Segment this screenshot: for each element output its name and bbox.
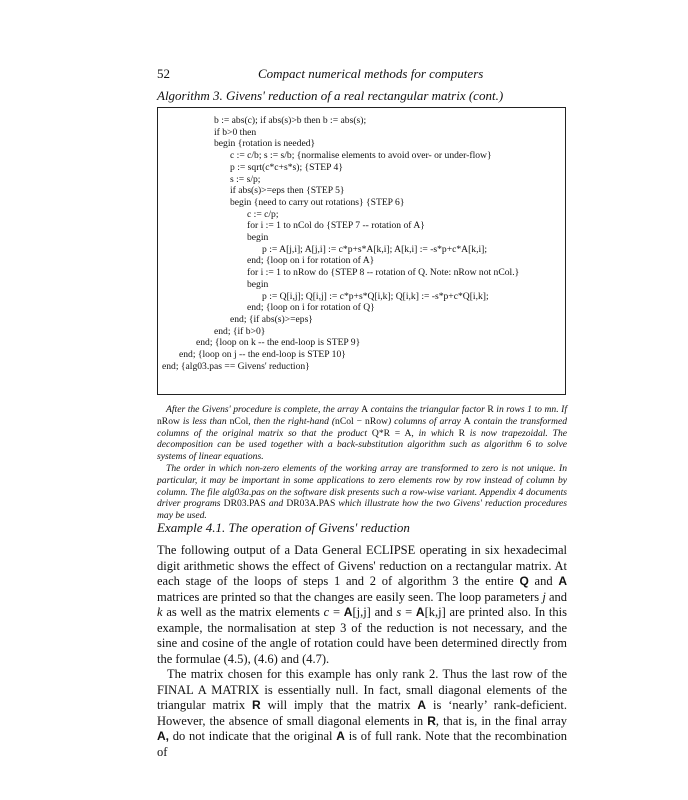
body-text-run: The following output of a Data General ECLIPSE operating in six hexadecimal digit arithmetic shows the effect of Givens' reduction on a rectangular matrix. At each stage of the loops of steps 1 and 2 of algorithm 3 the entire [157,543,567,588]
code-line: end; {loop on i for rotation of Q} [247,302,375,314]
body-text-run: and [528,574,559,588]
body-text-run: matrices are printed so that the changes are easily seen. The loop parameters [157,589,543,604]
note-text: nCol − nRow [335,415,388,427]
note-text: and [265,498,287,510]
note-text: , in which [411,427,459,439]
code-line: end; {if abs(s)>=eps} [230,313,313,325]
example-title: Example 4.1. The operation of Givens' reduction [157,520,410,535]
body-text-run: is of full rank. Note that the recombination of [157,729,567,759]
algorithm-code-box [157,107,566,395]
algorithm-notes [157,404,567,522]
code-line: if abs(s)>=eps then {STEP 5} [230,185,345,197]
note-text: in rows 1 to mn. If [493,404,568,415]
body-text-run: s [396,605,402,619]
body-paragraph [157,667,567,760]
note-text: After the Givens' procedure is complete, the array [166,404,362,415]
code-line: begin [247,278,269,290]
page-number: 52 [157,66,170,81]
body-text-run: k [157,605,163,619]
body-text-run: do not indicate that the original [169,729,337,743]
code-line: for i := 1 to nCol do {STEP 7 -- rotation of A} [247,220,425,232]
code-line: end; {loop on k -- the end-loop is STEP 9} [196,337,361,349]
code-line: p := Q[i,j]; Q[i,j] := c*p+s*Q[i,k]; Q[i,k] := -s*p+c*Q[i,k]; [262,290,489,302]
body-text-run: will imply that the matrix [260,698,418,712]
note-text: nRow [157,415,180,427]
body-text-run: [j,j] and [352,605,397,619]
body-text-run: The matrix chosen for this example has only rank 2. Thus the last row of the FINAL A MATRIX is essentially null. In fact, small diagonal elements of the triangular matrix [157,667,567,712]
note-text: DR03A.PAS [286,498,336,510]
code-line: for i := 1 to nRow do {STEP 8 -- rotation of Q. Note: nRow not nCol.} [247,267,520,279]
code-line: end; {loop on j -- the end-loop is STEP 10} [179,349,346,360]
body-text-run: is ‘nearly’ rank-deficient. However, the absence of small diagonal elements in [157,698,567,728]
code-line: b := abs(c); if abs(s)>b then b := abs(s); [214,115,367,126]
code-line: begin [247,232,269,243]
body-text-run: A [558,574,567,588]
algorithm-title: Algorithm 3. Givens' reduction of a real rectangular matrix (cont.) [157,88,504,103]
note-text: ) columns of array [387,415,464,427]
note-text: , then the right-hand ( [248,415,336,427]
note-text: contains the triangular factor [368,404,488,415]
note-text: A [361,404,369,415]
note-text: R [458,427,465,439]
body-text-run: and [545,589,567,604]
body-text-run: A [417,698,427,712]
note-text: DR03.PAS [223,498,266,510]
note-text: is now trapezoidal. The decomposition can be used together with a back-substitution algorithm such as algorithm 6 to solve systems of linear equations. [157,427,568,463]
body-text-run: Q [519,574,529,588]
code-line: end; {loop on i for rotation of A} [247,255,375,267]
body-text-run: R [252,698,261,712]
note-text: contain the transformed columns of the original matrix so that the product [157,415,567,439]
note-text: on the software disk presents such a row-wise variant. Appendix 4 documents driver programs [157,486,567,510]
body-text-run: A [336,729,345,743]
code-line: c := c/b; s := s/b; {normalise elements to avoid over- or under-flow} [230,150,492,162]
body-text-run: = [329,605,344,619]
body-text-run: as well as the matrix elements [162,605,324,619]
body-text-run: c [323,605,330,619]
note-paragraph [157,463,567,522]
note-text: nCol [229,415,249,427]
note-text: file alg03a.pas [207,486,265,498]
note-text: R [487,404,494,415]
body-text-run: = [401,605,416,619]
code-line: if b>0 then [214,126,257,138]
code-line: p := sqrt(c*c+s*s); {STEP 4} [230,161,343,173]
note-text: The order in which non-zero elements of the working array are transformed to zero is not unique. In particular, it may be important in some applications to zero elements row by row instead of column by column. The [157,462,567,498]
body-text-run: A, [157,729,169,743]
body-text-run: [k,j] are printed also. In this example, the normalisation at step 3 of the reduction is not necessary, and the sine and cosine of the angle of rotation could have been determined directly from the formulae (4.5), (4.6) and (4.7). [157,605,567,666]
code-line: end; {alg03.pas == Givens' reduction} [162,360,310,372]
code-line: begin {need to carry out rotations} {STEP 6} [230,196,405,208]
body-text-run: j [542,589,546,604]
page-header [157,66,553,82]
running-head: Compact numerical methods for computers [258,66,484,81]
note-text: is less than [179,415,230,427]
body-text-run: A [343,605,353,619]
note-text: A [463,415,471,427]
code-line: end; {if b>0} [214,325,266,337]
note-paragraph [157,404,567,463]
body-text-run: A [415,605,425,619]
body-paragraph [157,543,567,667]
body-text [157,543,567,760]
code-line: s := s/p; [230,173,261,185]
code-line: begin {rotation is needed} [214,138,316,150]
code-line: p := A[j,i]; A[j,i] := c*p+s*A[k,i]; A[k,i] := -s*p+c*A[k,i]; [262,243,488,255]
body-text-run: R [427,713,436,728]
note-text: Q*R = A [371,427,412,439]
body-text-run: , that is, in the final array [435,713,568,728]
code-line: c := c/p; [247,208,279,220]
note-text: which illustrate how the two Givens' reduction procedures may be used. [157,498,567,522]
